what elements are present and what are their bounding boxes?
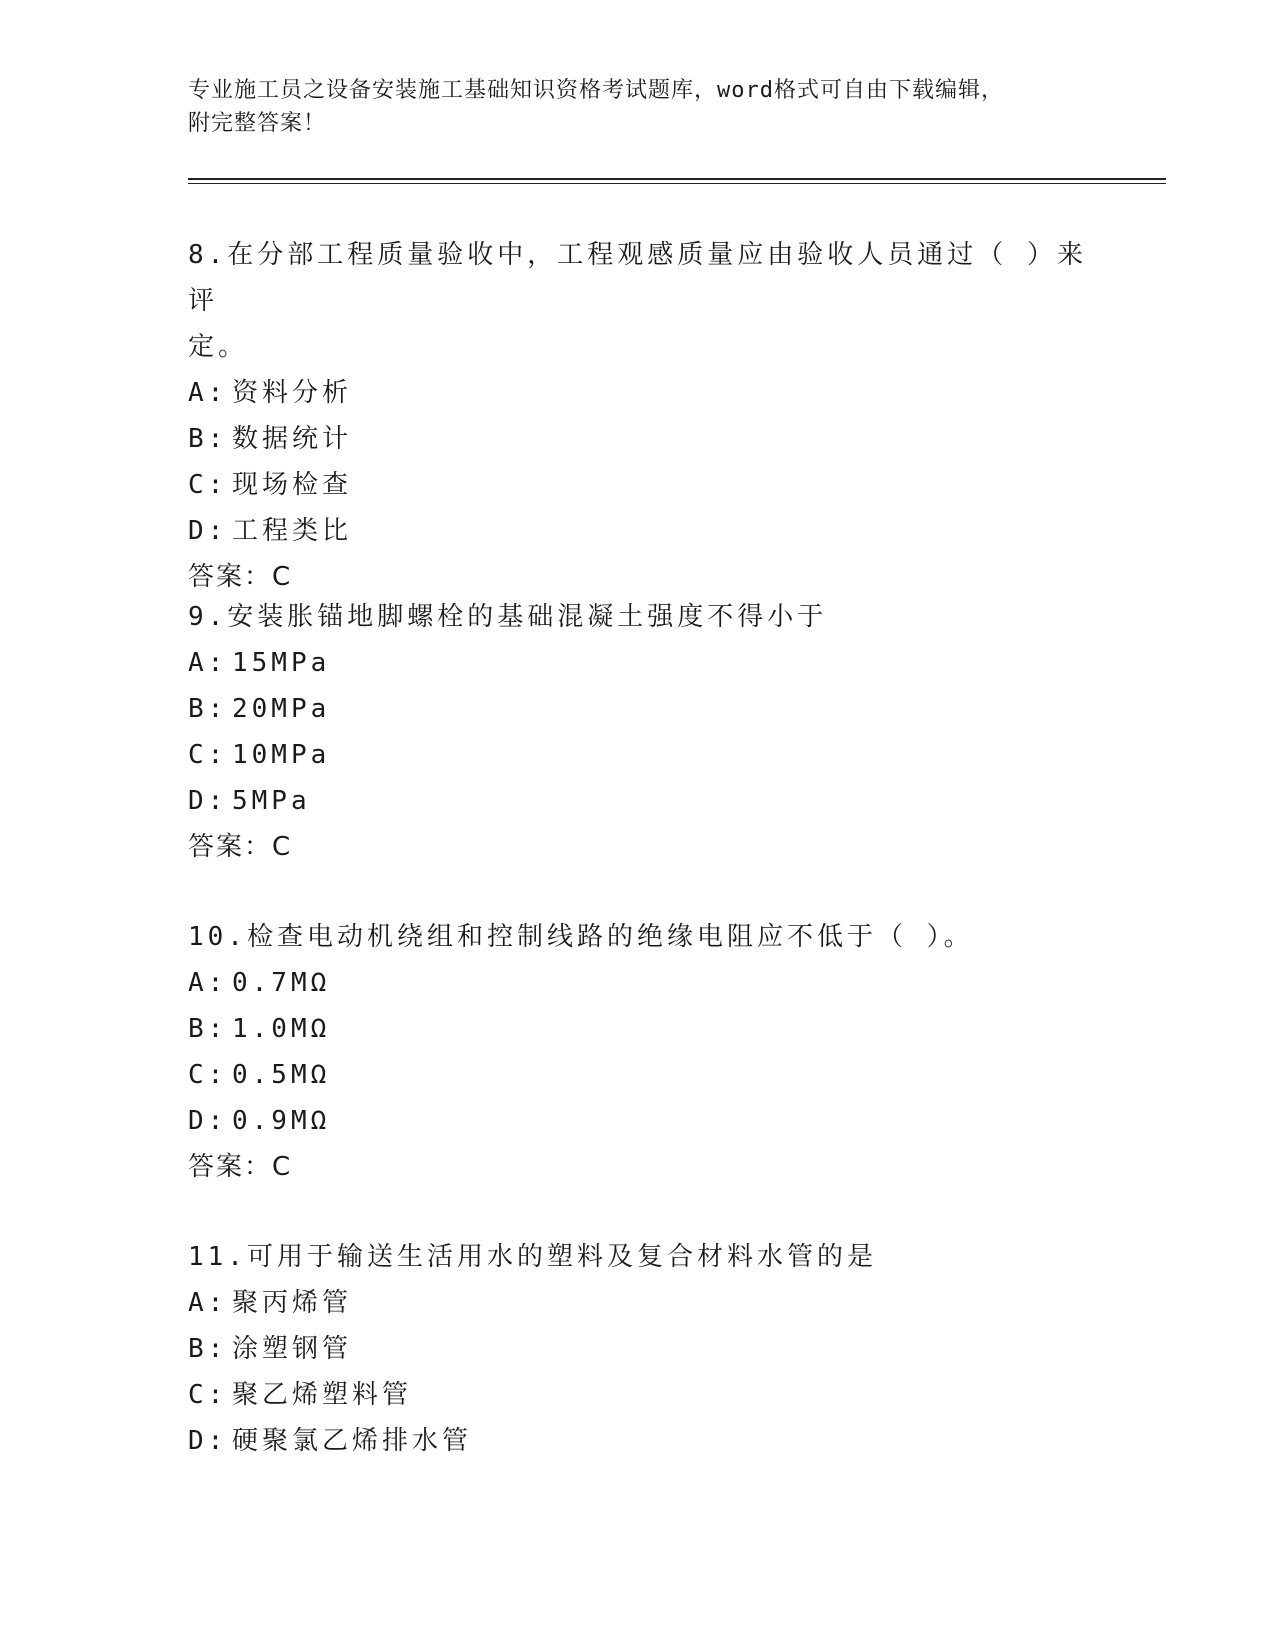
header-divider-thin [188, 183, 1166, 184]
option-text: 0.7MΩ [232, 968, 331, 998]
option-letter: B: [188, 694, 228, 724]
option-letter: C: [188, 470, 228, 500]
option-c [188, 1372, 1088, 1418]
answer-label: 答案：C [188, 832, 293, 862]
option-text: 资料分析 [232, 378, 353, 408]
option-b [188, 416, 1088, 462]
option-text: 聚丙烯管 [232, 1288, 353, 1318]
option-text: 现场检查 [232, 470, 353, 500]
option-text: 聚乙烯塑料管 [232, 1380, 413, 1410]
option-d [188, 1098, 1088, 1144]
question-stem: 9.安装胀锚地脚螺栓的基础混凝土强度不得小于 [188, 602, 828, 632]
option-text: 10MPa [232, 740, 331, 770]
option-letter: C: [188, 1380, 228, 1410]
question-stem: 11.可用于输送生活用水的塑料及复合材料水管的是 [188, 1242, 877, 1272]
question-8 [188, 232, 1088, 600]
option-letter: C: [188, 1060, 228, 1090]
option-letter: D: [188, 1106, 228, 1136]
option-b [188, 686, 1088, 732]
option-letter: B: [188, 424, 228, 454]
header-line-1: 专业施工员之设备安装施工基础知识资格考试题库，word格式可自由下载编辑， [188, 78, 1004, 103]
option-c [188, 462, 1088, 508]
header-line-2: 附完整答案！ [188, 111, 327, 136]
question-stem-continued: 定。 [188, 332, 249, 362]
answer-label: 答案：C [188, 1152, 293, 1182]
option-letter: B: [188, 1334, 228, 1364]
option-letter: A: [188, 378, 228, 408]
option-letter: D: [188, 516, 228, 546]
header-divider-thick [188, 178, 1166, 180]
option-a [188, 1280, 1088, 1326]
option-d [188, 778, 1088, 824]
option-letter: A: [188, 648, 228, 678]
option-text: 20MPa [232, 694, 331, 724]
option-letter: C: [188, 740, 228, 770]
option-text: 数据统计 [232, 424, 353, 454]
option-d [188, 508, 1088, 554]
option-letter: D: [188, 786, 228, 816]
document-header [188, 74, 1088, 140]
option-a [188, 960, 1088, 1006]
option-text: 工程类比 [232, 516, 353, 546]
option-letter: D: [188, 1426, 228, 1456]
option-b [188, 1326, 1088, 1372]
option-text: 0.9MΩ [232, 1106, 331, 1136]
option-letter: A: [188, 1288, 228, 1318]
option-text: 15MPa [232, 648, 331, 678]
option-text: 0.5MΩ [232, 1060, 331, 1090]
option-a [188, 640, 1088, 686]
option-text: 涂塑钢管 [232, 1334, 353, 1364]
answer-label: 答案：C [188, 562, 293, 592]
option-text: 1.0MΩ [232, 1014, 331, 1044]
question-10 [188, 914, 1088, 1190]
option-b [188, 1006, 1088, 1052]
option-text: 5MPa [232, 786, 311, 816]
option-c [188, 732, 1088, 778]
question-11 [188, 1234, 1088, 1464]
option-c [188, 1052, 1088, 1098]
option-a [188, 370, 1088, 416]
question-stem: 10.检查电动机绕组和控制线路的绝缘电阻应不低于（ ）。 [188, 922, 974, 952]
option-d [188, 1418, 1088, 1464]
option-letter: A: [188, 968, 228, 998]
option-letter: B: [188, 1014, 228, 1044]
question-9 [188, 594, 1088, 870]
question-stem: 8.在分部工程质量验收中，工程观感质量应由验收人员通过（ ）来评 [188, 240, 1087, 316]
option-text: 硬聚氯乙烯排水管 [232, 1426, 473, 1456]
